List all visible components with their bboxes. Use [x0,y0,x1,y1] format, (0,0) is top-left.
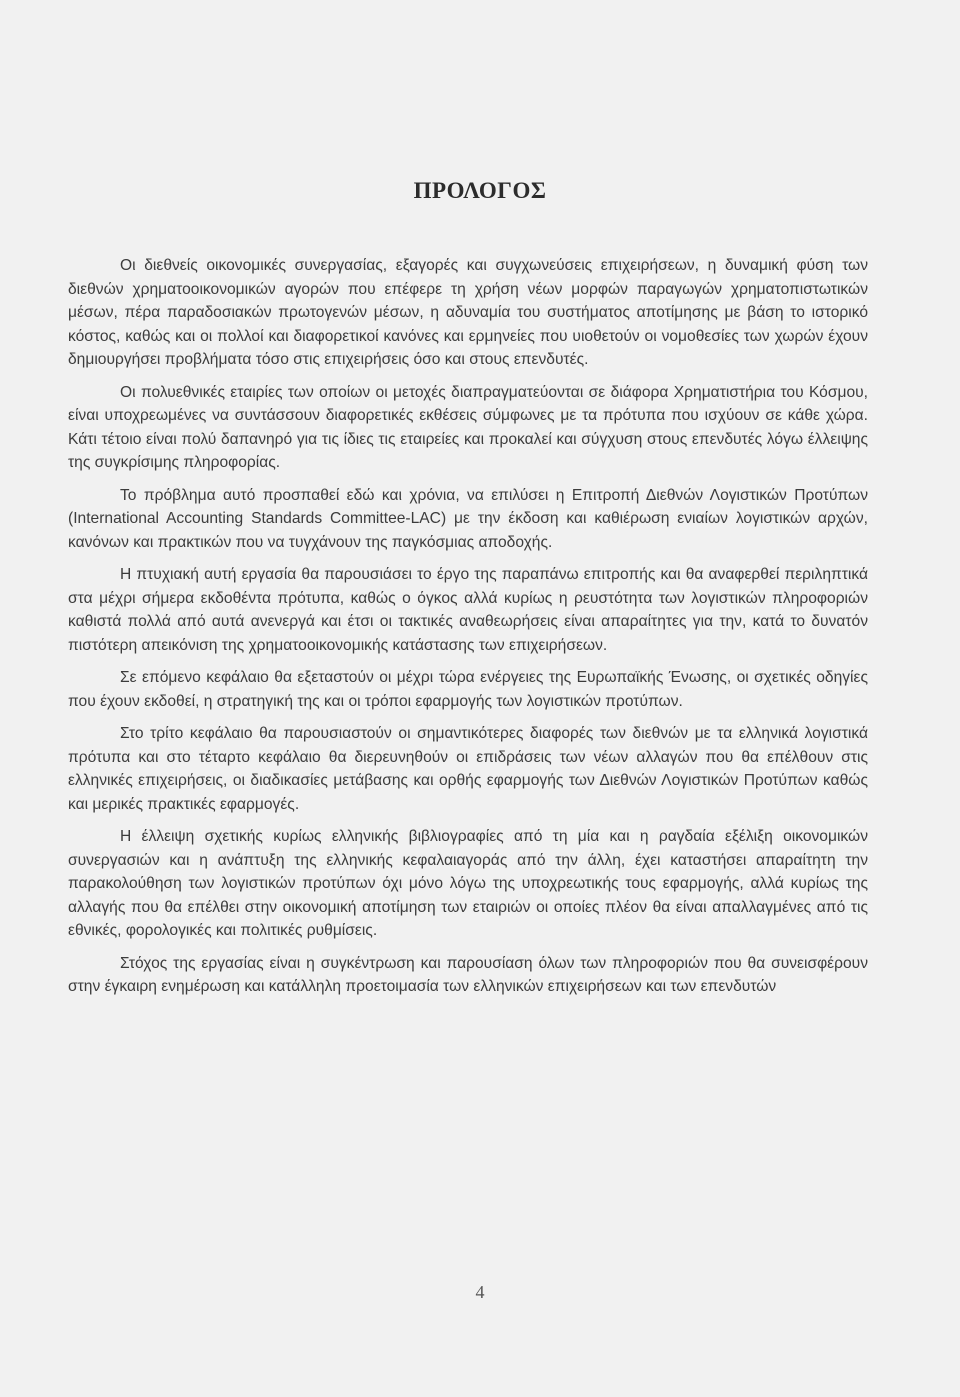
paragraph-1: Οι διεθνείς οικονομικές συνεργασίας, εξαγορές και συγχωνεύσεις επιχειρήσεων, η δυναμική φύση των διεθνών χρηματοοικονομικών αγορών που επέφερε τη χρήση νέων μορφών παραγωγών χρηματοπιστωτικών μέσων, πέρα παραδοσιακών πρωτογενών μέσων, η αδυναμία του συστήματος αποτίμησης με βάση το ιστορικό κόστος, καθώς και οι πολλοί και διαφορετικοί κανόνες και ερμηνείες που υιοθετούν οι νομοθεσίες των χωρών έχουν δημιουργήσει προβλήματα τόσο στις επιχειρήσεις όσο και στους επενδυτές. [68,257,868,368]
paragraph-3: Το πρόβλημα αυτό προσπαθεί εδώ και χρόνια, να επιλύσει η Επιτροπή Διεθνών Λογιστικών Προτύπων (International Accounting Standards Committee-LAC) με την έκδοση και καθιέρωση ενιαίων λογιστικών αρχών, κανόνων και πρακτικών που να τυγχάνουν της παγκόσμιας αποδοχής. [68,486,868,551]
page-title: ΠΡΟΛΟΓΟΣ [413,178,547,203]
body-text [68,254,868,1008]
page-number: 4 [475,1282,485,1302]
paragraph-8: Στόχος της εργασίας είναι η συγκέντρωση και παρουσίαση όλων των πληροφοριών που θα συνεισφέρουν στην έγκαιρη ενημέρωση και κατάλληλη προετοιμασία των ελληνικών επιχειρήσεων και των επενδυτών [68,954,868,995]
paragraph-2: Οι πολυεθνικές εταιρίες των οποίων οι μετοχές διαπραγματεύονται σε διάφορα Χρηματιστήρια του Κόσμου, είναι υποχρεωμένες να συντάσσουν διαφορετικές εκθέσεις σύμφωνες με τα πρότυπα που ισχύουν σε κάθε χώρα. Κάτι τέτοιο είναι πολύ δαπανηρό για τις ίδιες τις εταιρείες και προκαλεί και σύγχυση στους επενδυτές λόγω έλλειψης της συγκρίσιμης πληροφορίας. [68,383,868,471]
paragraph-4: Η πτυχιακή αυτή εργασία θα παρουσιάσει το έργο της παραπάνω επιτροπής και θα αναφερθεί περιληπτικά στα μέχρι σήμερα εκδοθέντα πρότυπα, καθώς ο όγκος αλλά κυρίως η ρευστότητα των λογιστικών πληροφοριών καθιστά πολλά από αυτά ανενεργά και έτσι οι τακτικές αναθεωρήσεις είναι απαραίτητες για την, κατά το δυνατόν πιστότερη απεικόνιση της χρηματοοικονομικής κατάστασης των επιχειρήσεων. [68,566,868,654]
paragraph-5: Σε επόμενο κεφάλαιο θα εξεταστούν οι μέχρι τώρα ενέργειες της Ευρωπαϊκής Ένωσης, οι σχετικές οδηγίες που έχουν εκδοθεί, η στρατηγική της και οι τρόποι εφαρμογής των λογιστικών προτύπων. [68,669,868,710]
paragraph-6: Στο τρίτο κεφάλαιο θα παρουσιαστούν οι σημαντικότερες διαφορές των διεθνών με τα ελληνικά λογιστικά πρότυπα και στο τέταρτο κεφάλαιο θα διερευνηθούν οι επιδράσεις των νέων αλλαγών που θα επέλθουν στις ελληνικές επιχειρήσεις, οι διαδικασίες μετάβασης και ορθής εφαρμογής των Διεθνών Λογιστικών Προτύπων καθώς και μερικές πρακτικές εφαρμογές. [68,725,868,813]
paragraph-7: Η έλλειψη σχετικής κυρίως ελληνικής βιβλιογραφίες από τη μία και η ραγδαία εξέλιξη οικονομικών συνεργασιών και η ανάπτυξη της ελληνικής κεφαλαιαγοράς από την άλλη, έχει καταστήσει απαραίτητη την παρακολούθηση των λογιστικών προτύπων όχι μόνο λόγω της υποχρεωτικής τους εφαρμογής, αλλά κυρίως της αλλαγής που θα επέλθει στην οικονομική αποτίμηση των εταιριών οι οποίες πλέον θα είναι απαλλαγμένες από τις εθνικές, φορολογικές και πολιτικές ρυθμίσεις. [68,828,868,939]
